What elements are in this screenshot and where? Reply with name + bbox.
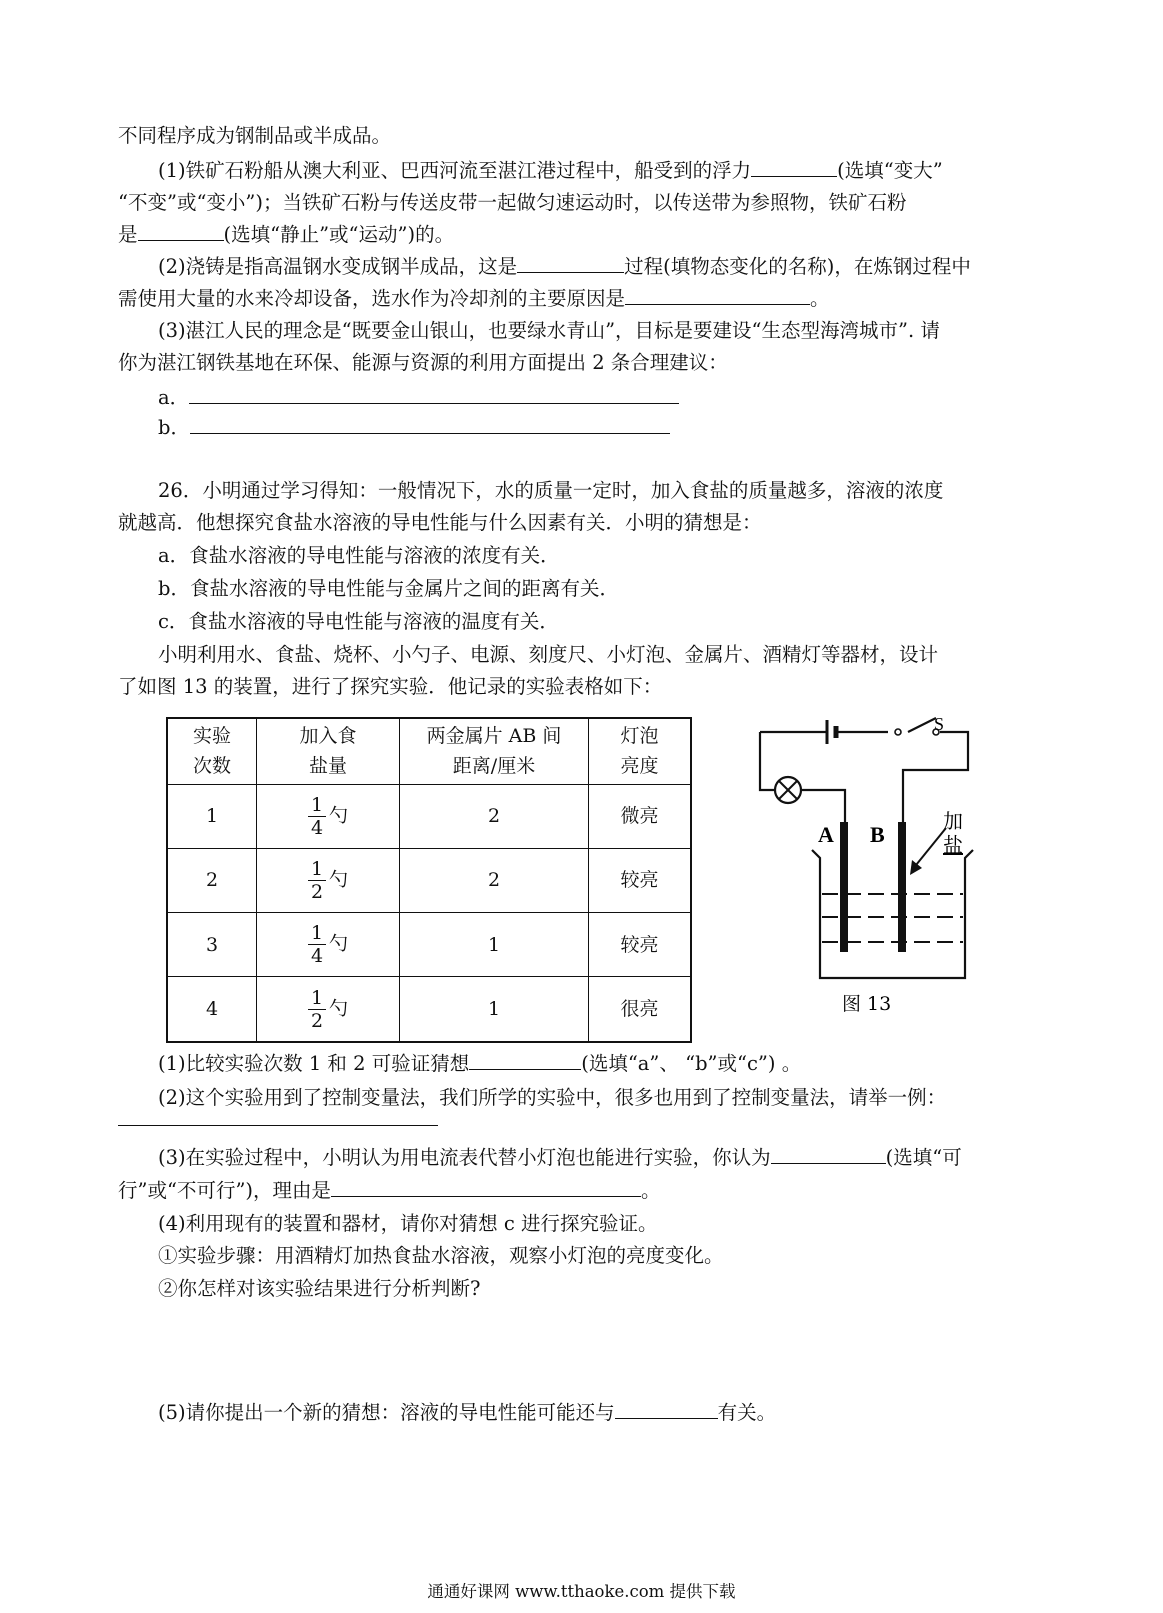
switch-lever — [908, 718, 936, 732]
wire — [760, 732, 775, 790]
answer-blank[interactable] — [469, 1049, 581, 1070]
brightness-cell: 较亮 — [589, 913, 692, 977]
add-salt-arrow-icon — [910, 828, 946, 875]
salt-cell: $\frac{1}{4}$ 勺 — [257, 784, 400, 848]
circuit-figure-13 — [750, 710, 1050, 1030]
answer-blank[interactable] — [190, 413, 670, 434]
subquestion-1: (1)比较实验次数 1 和 2 可验证猜想 (选填“a”、 “b”或“c”) 。 — [158, 1049, 1078, 1079]
figure-caption: 图 13 — [842, 993, 892, 1015]
question-2-line: (2)浇铸是指高温钢水变成钢半成品，这是 过程(填物态变化的名称)，在炼钢过程中 — [158, 252, 1078, 282]
subquestion-4: (4)利用现有的装置和器材，请你对猜想 c 进行探究验证。 — [158, 1212, 658, 1235]
beaker — [812, 850, 973, 978]
text-line: 小明利用水、食盐、烧杯、小勺子、电源、刻度尺、小灯泡、金属片、酒精灯等器材，设计 — [158, 643, 939, 666]
metal-plate-b — [898, 822, 906, 952]
text-line: 是 (选填“静止”或“运动”)的。 — [118, 220, 1038, 250]
fraction: $\frac{1}{4}$ — [308, 794, 326, 839]
salt-cell: $\frac{1}{2}$ 勺 — [257, 848, 400, 912]
answer-blank[interactable] — [138, 220, 224, 241]
distance-cell: 2 — [400, 848, 589, 912]
text-line: “不变”或“变小”)；当铁矿石粉与传送皮带一起做匀速运动时，以传送带为参照物，铁矿石粉 — [118, 191, 907, 214]
fraction: $\frac{1}{2}$ — [308, 987, 326, 1032]
trial-cell: 4 — [167, 977, 257, 1042]
suggestion-a: a． — [158, 383, 1078, 413]
switch-terminal — [895, 729, 901, 735]
subquestion-5: (5)请你提出一个新的猜想：溶液的导电性能可能还与 有关。 — [158, 1398, 1078, 1428]
question-26-line: 26．小明通过学习得知：一般情况下，水的质量一定时，加入食盐的质量越多，溶液的浓度 — [158, 479, 944, 502]
add-salt-label: 盐 — [943, 833, 963, 857]
text-line: 行”或“不可行”)，理由是 。 — [118, 1176, 1038, 1206]
salt-cell: $\frac{1}{4}$ 勺 — [257, 913, 400, 977]
table-row — [167, 848, 691, 912]
trial-cell: 2 — [167, 848, 257, 912]
step-1: ①实验步骤：用酒精灯加热食盐水溶液，观察小灯泡的亮度变化。 — [158, 1244, 724, 1267]
text-line: 需使用大量的水来冷却设备，选水作为冷却剂的主要原因是 。 — [118, 284, 1038, 314]
header-trial: 实验 次数 — [167, 718, 257, 784]
subquestion-2: (2)这个实验用到了控制变量法，我们所学的实验中，很多也用到了控制变量法，请举一例： — [158, 1086, 947, 1109]
table-row — [167, 784, 691, 848]
answer-blank[interactable] — [517, 252, 624, 273]
answer-blank[interactable] — [331, 1176, 641, 1197]
text-line: 不同程序成为钢制品或半成品。 — [118, 124, 392, 147]
brightness-cell: 较亮 — [589, 848, 692, 912]
hypothesis-c: c．食盐水溶液的导电性能与溶液的温度有关． — [158, 610, 559, 633]
text-line: 了如图 13 的装置，进行了探究实验．他记录的实验表格如下： — [118, 675, 663, 698]
table-row — [167, 913, 691, 977]
answer-blank[interactable] — [751, 156, 837, 177]
switch-label: S — [934, 714, 945, 734]
answer-blank[interactable] — [189, 383, 679, 404]
answer-line[interactable] — [118, 1125, 438, 1126]
hypothesis-a: a．食盐水溶液的导电性能与溶液的浓度有关． — [158, 544, 560, 567]
answer-blank[interactable] — [615, 1398, 718, 1419]
hypothesis-b: b．食盐水溶液的导电性能与金属片之间的距离有关． — [158, 577, 619, 600]
plate-a-label: A — [818, 822, 834, 847]
table-row — [167, 977, 691, 1042]
step-2: ②你怎样对该实验结果进行分析判断? — [158, 1277, 481, 1300]
trial-cell: 3 — [167, 913, 257, 977]
table-header-row — [167, 718, 691, 784]
answer-blank[interactable] — [771, 1143, 886, 1164]
header-salt: 加入食 盐量 — [257, 718, 400, 784]
question-1-line: (1)铁矿石粉船从澳大利亚、巴西河流至湛江港过程中，船受到的浮力 (选填“变大” — [158, 156, 1078, 186]
suggestion-b: b． — [158, 413, 1078, 443]
text-line: 就越高．他想探究食盐水溶液的导电性能与什么因素有关．小明的猜想是： — [118, 511, 762, 534]
fraction: $\frac{1}{4}$ — [308, 922, 326, 967]
brightness-cell: 很亮 — [589, 977, 692, 1042]
text-line: 你为湛江钢铁基地在环保、能源与资源的利用方面提出 2 条合理建议： — [118, 351, 728, 374]
subquestion-3: (3)在实验过程中，小明认为用电流表代替小灯泡也能进行实验，你认为 (选填“可 — [158, 1143, 1078, 1173]
salt-cell: $\frac{1}{2}$ 勺 — [257, 977, 400, 1042]
question-3-line: (3)湛江人民的理念是“既要金山银山，也要绿水青山”，目标是要建设“生态型海湾城市”. 请 — [158, 319, 940, 342]
fraction: $\frac{1}{2}$ — [308, 858, 326, 903]
trial-cell: 1 — [167, 784, 257, 848]
lamp-icon — [775, 777, 801, 803]
distance-cell: 1 — [400, 913, 589, 977]
answer-blank[interactable] — [625, 284, 810, 305]
add-salt-label: 加 — [943, 809, 963, 833]
header-distance: 两金属片 AB 间 距离/厘米 — [400, 718, 589, 784]
plate-b-label: B — [870, 822, 885, 847]
wire — [801, 790, 845, 825]
header-brightness: 灯泡 亮度 — [589, 718, 692, 784]
page-footer: 通通好课网 www.tthaoke.com 提供下载 — [427, 1582, 736, 1601]
distance-cell: 2 — [400, 784, 589, 848]
distance-cell: 1 — [400, 977, 589, 1042]
brightness-cell: 微亮 — [589, 784, 692, 848]
metal-plate-a — [840, 822, 848, 952]
experiment-table — [166, 717, 692, 1043]
